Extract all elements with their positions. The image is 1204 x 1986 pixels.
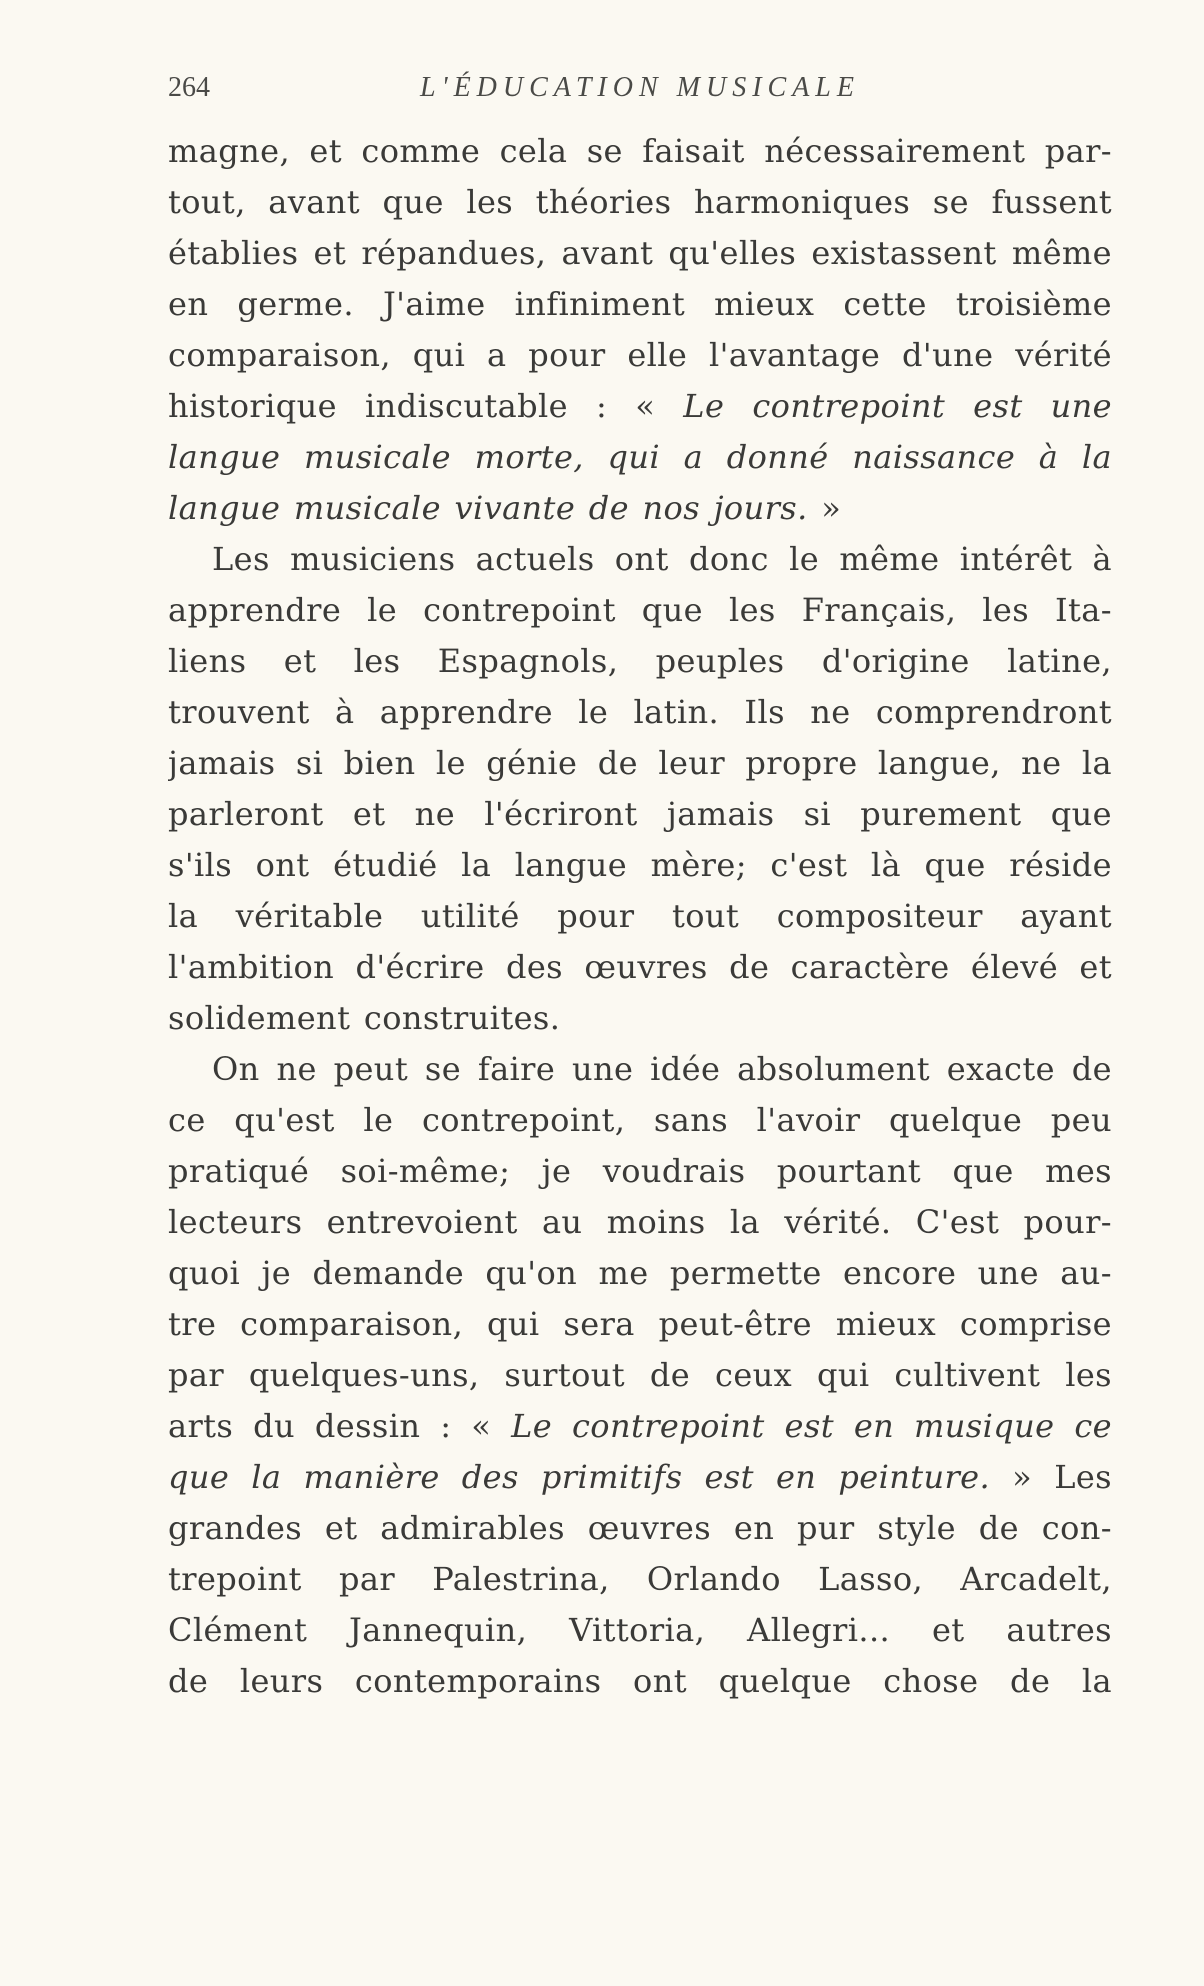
book-page — [168, 72, 1112, 1707]
text-line: jamais si bien le génie de leur propre langue, ne la — [168, 744, 1112, 782]
text-line: On ne peut se faire une idée absolument exacte de — [212, 1050, 1112, 1088]
text-line: trepoint par Palestrina, Orlando Lasso, Arcadelt, — [168, 1560, 1112, 1598]
body-text — [168, 126, 1112, 1707]
text-segment: » Les — [990, 1458, 1112, 1496]
text-line: lecteurs entrevoient au moins la vérité. C'est pour- — [168, 1203, 1112, 1241]
text-line: apprendre le contrepoint que les Français, les Ita- — [168, 591, 1112, 629]
italic-quote: langue musicale morte, qui a donné naissance à la — [168, 438, 1112, 476]
text-line: comparaison, qui a pour elle l'avantage d'une vérité — [168, 336, 1112, 374]
text-line — [168, 1401, 1112, 1452]
text-line: par quelques-uns, surtout de ceux qui cultivent les — [168, 1356, 1112, 1394]
text-line — [168, 483, 1112, 534]
text-line: tout, avant que les théories harmoniques se fussent — [168, 183, 1112, 221]
text-line: en germe. J'aime infiniment mieux cette troisième — [168, 285, 1112, 323]
text-line: Clément Jannequin, Vittoria, Allegri... et autres — [168, 1611, 1112, 1649]
running-title: L'ÉDUCATION MUSICALE — [420, 72, 860, 103]
text-segment: historique indiscutable : « — [168, 387, 684, 425]
text-line: l'ambition d'écrire des œuvres de caractère élevé et — [168, 948, 1112, 986]
text-line — [168, 1452, 1112, 1503]
text-line: de leurs contemporains ont quelque chose de la — [168, 1662, 1112, 1700]
text-line: pratiqué soi-même; je voudrais pourtant que mes — [168, 1152, 1112, 1190]
italic-quote: langue musicale vivante de nos jours. — [168, 489, 808, 527]
text-line: tre comparaison, qui sera peut-être mieux comprise — [168, 1305, 1112, 1343]
text-line: parleront et ne l'écriront jamais si purement que — [168, 795, 1112, 833]
text-segment: arts du dessin : « — [168, 1407, 512, 1445]
paragraph-3 — [168, 1044, 1112, 1707]
paragraph-1 — [168, 126, 1112, 534]
text-line: grandes et admirables œuvres en pur style de con- — [168, 1509, 1112, 1547]
text-line: quoi je demande qu'on me permette encore une au- — [168, 1254, 1112, 1292]
page-number: 264 — [168, 72, 210, 103]
paragraph-2 — [168, 534, 1112, 1044]
text-line: trouvent à apprendre le latin. Ils ne comprendront — [168, 693, 1112, 731]
text-line: solidement construites. — [168, 999, 561, 1037]
text-line: Les musiciens actuels ont donc le même intérêt à — [212, 540, 1112, 578]
text-line: magne, et comme cela se faisait nécessairement par- — [168, 132, 1112, 170]
italic-quote: Le contrepoint est en musique ce — [511, 1407, 1112, 1445]
italic-quote: que la manière des primitifs est en peinture. — [168, 1458, 991, 1496]
running-head — [168, 72, 1112, 112]
text-line: la véritable utilité pour tout compositeur ayant — [168, 897, 1112, 935]
text-line: s'ils ont étudié la langue mère; c'est là que réside — [168, 846, 1112, 884]
text-line: ce qu'est le contrepoint, sans l'avoir quelque peu — [168, 1101, 1112, 1139]
italic-quote: Le contrepoint est une — [683, 387, 1112, 425]
text-line — [168, 381, 1112, 432]
text-line: établies et répandues, avant qu'elles existassent même — [168, 234, 1112, 272]
text-line — [168, 432, 1112, 483]
text-line: liens et les Espagnols, peuples d'origine latine, — [168, 642, 1112, 680]
text-segment: » — [807, 489, 842, 527]
